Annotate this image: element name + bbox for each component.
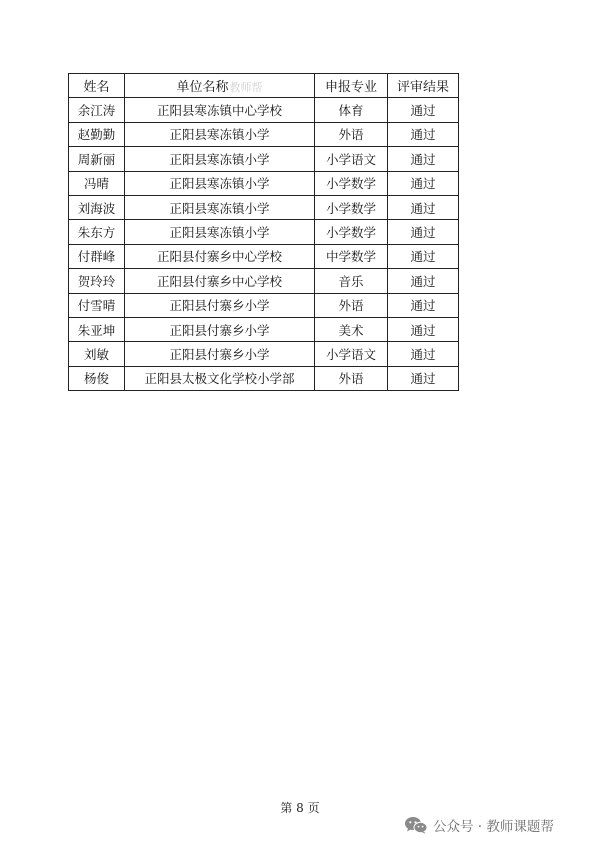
table-body: [69, 98, 459, 391]
footer-account-badge: [404, 815, 554, 835]
cell-unit: 正阳县付寨乡中心学校: [125, 269, 315, 293]
table-row: [69, 98, 459, 122]
table-row: [69, 220, 459, 244]
header-unit: [125, 74, 315, 98]
page-number: 第 8 页: [280, 801, 320, 815]
cell-result: 通过: [388, 220, 459, 244]
header-name: 姓名: [69, 74, 125, 98]
cell-result: 通过: [388, 122, 459, 146]
cell-major: 中学数学: [315, 244, 388, 268]
cell-name: 朱亚坤: [69, 317, 125, 341]
table-row: [69, 269, 459, 293]
table-row: [69, 244, 459, 268]
cell-result: 通过: [388, 195, 459, 219]
cell-unit: 正阳县付寨乡小学: [125, 317, 315, 341]
cell-result: 通过: [388, 317, 459, 341]
cell-name: 付群峰: [69, 244, 125, 268]
table-row: [69, 147, 459, 171]
cell-result: 通过: [388, 171, 459, 195]
cell-major: 外语: [315, 122, 388, 146]
cell-unit: 正阳县寒冻镇小学: [125, 171, 315, 195]
cell-name: 赵勤勤: [69, 122, 125, 146]
table-row: [69, 195, 459, 219]
cell-unit: 正阳县太极文化学校小学部: [125, 366, 315, 390]
cell-unit: 正阳县寒冻镇中心学校: [125, 98, 315, 122]
table-row: [69, 293, 459, 317]
cell-result: 通过: [388, 244, 459, 268]
cell-unit: 正阳县付寨乡小学: [125, 293, 315, 317]
cell-result: 通过: [388, 293, 459, 317]
table-row: [69, 122, 459, 146]
header-result: 评审结果: [388, 74, 459, 98]
cell-result: 通过: [388, 269, 459, 293]
footer-account-text: 公众号 · 教师课题帮: [433, 819, 554, 835]
cell-result: 通过: [388, 147, 459, 171]
cell-name: 刘海波: [69, 195, 125, 219]
watermark-text: 教师帮: [229, 81, 263, 95]
table-row: [69, 342, 459, 366]
cell-unit: 正阳县付寨乡小学: [125, 342, 315, 366]
cell-unit: 正阳县寒冻镇小学: [125, 147, 315, 171]
table-row: [69, 317, 459, 341]
cell-name: 余江涛: [69, 98, 125, 122]
cell-unit: 正阳县寒冻镇小学: [125, 195, 315, 219]
cell-name: 杨俊: [69, 366, 125, 390]
cell-major: 美术: [315, 317, 388, 341]
results-table: [68, 73, 459, 391]
cell-name: 冯晴: [69, 171, 125, 195]
cell-major: 音乐: [315, 269, 388, 293]
cell-unit: 正阳县付寨乡中心学校: [125, 244, 315, 268]
cell-major: 小学数学: [315, 220, 388, 244]
header-major: 申报专业: [315, 74, 388, 98]
cell-major: 体育: [315, 98, 388, 122]
cell-result: 通过: [388, 366, 459, 390]
table-row: [69, 366, 459, 390]
cell-major: 小学数学: [315, 171, 388, 195]
cell-name: 付雪晴: [69, 293, 125, 317]
cell-unit: 正阳县寒冻镇小学: [125, 122, 315, 146]
table-row: [69, 171, 459, 195]
cell-major: 小学语文: [315, 147, 388, 171]
cell-major: 外语: [315, 366, 388, 390]
cell-name: 刘敏: [69, 342, 125, 366]
cell-major: 小学语文: [315, 342, 388, 366]
cell-name: 贺玲玲: [69, 269, 125, 293]
cell-result: 通过: [388, 342, 459, 366]
cell-name: 周新丽: [69, 147, 125, 171]
table-header-row: [69, 74, 459, 98]
cell-major: 外语: [315, 293, 388, 317]
cell-major: 小学数学: [315, 195, 388, 219]
header-unit-label: 单位名称: [176, 80, 229, 96]
cell-name: 朱东方: [69, 220, 125, 244]
cell-result: 通过: [388, 98, 459, 122]
wechat-icon: [404, 816, 428, 834]
cell-unit: 正阳县寒冻镇小学: [125, 220, 315, 244]
